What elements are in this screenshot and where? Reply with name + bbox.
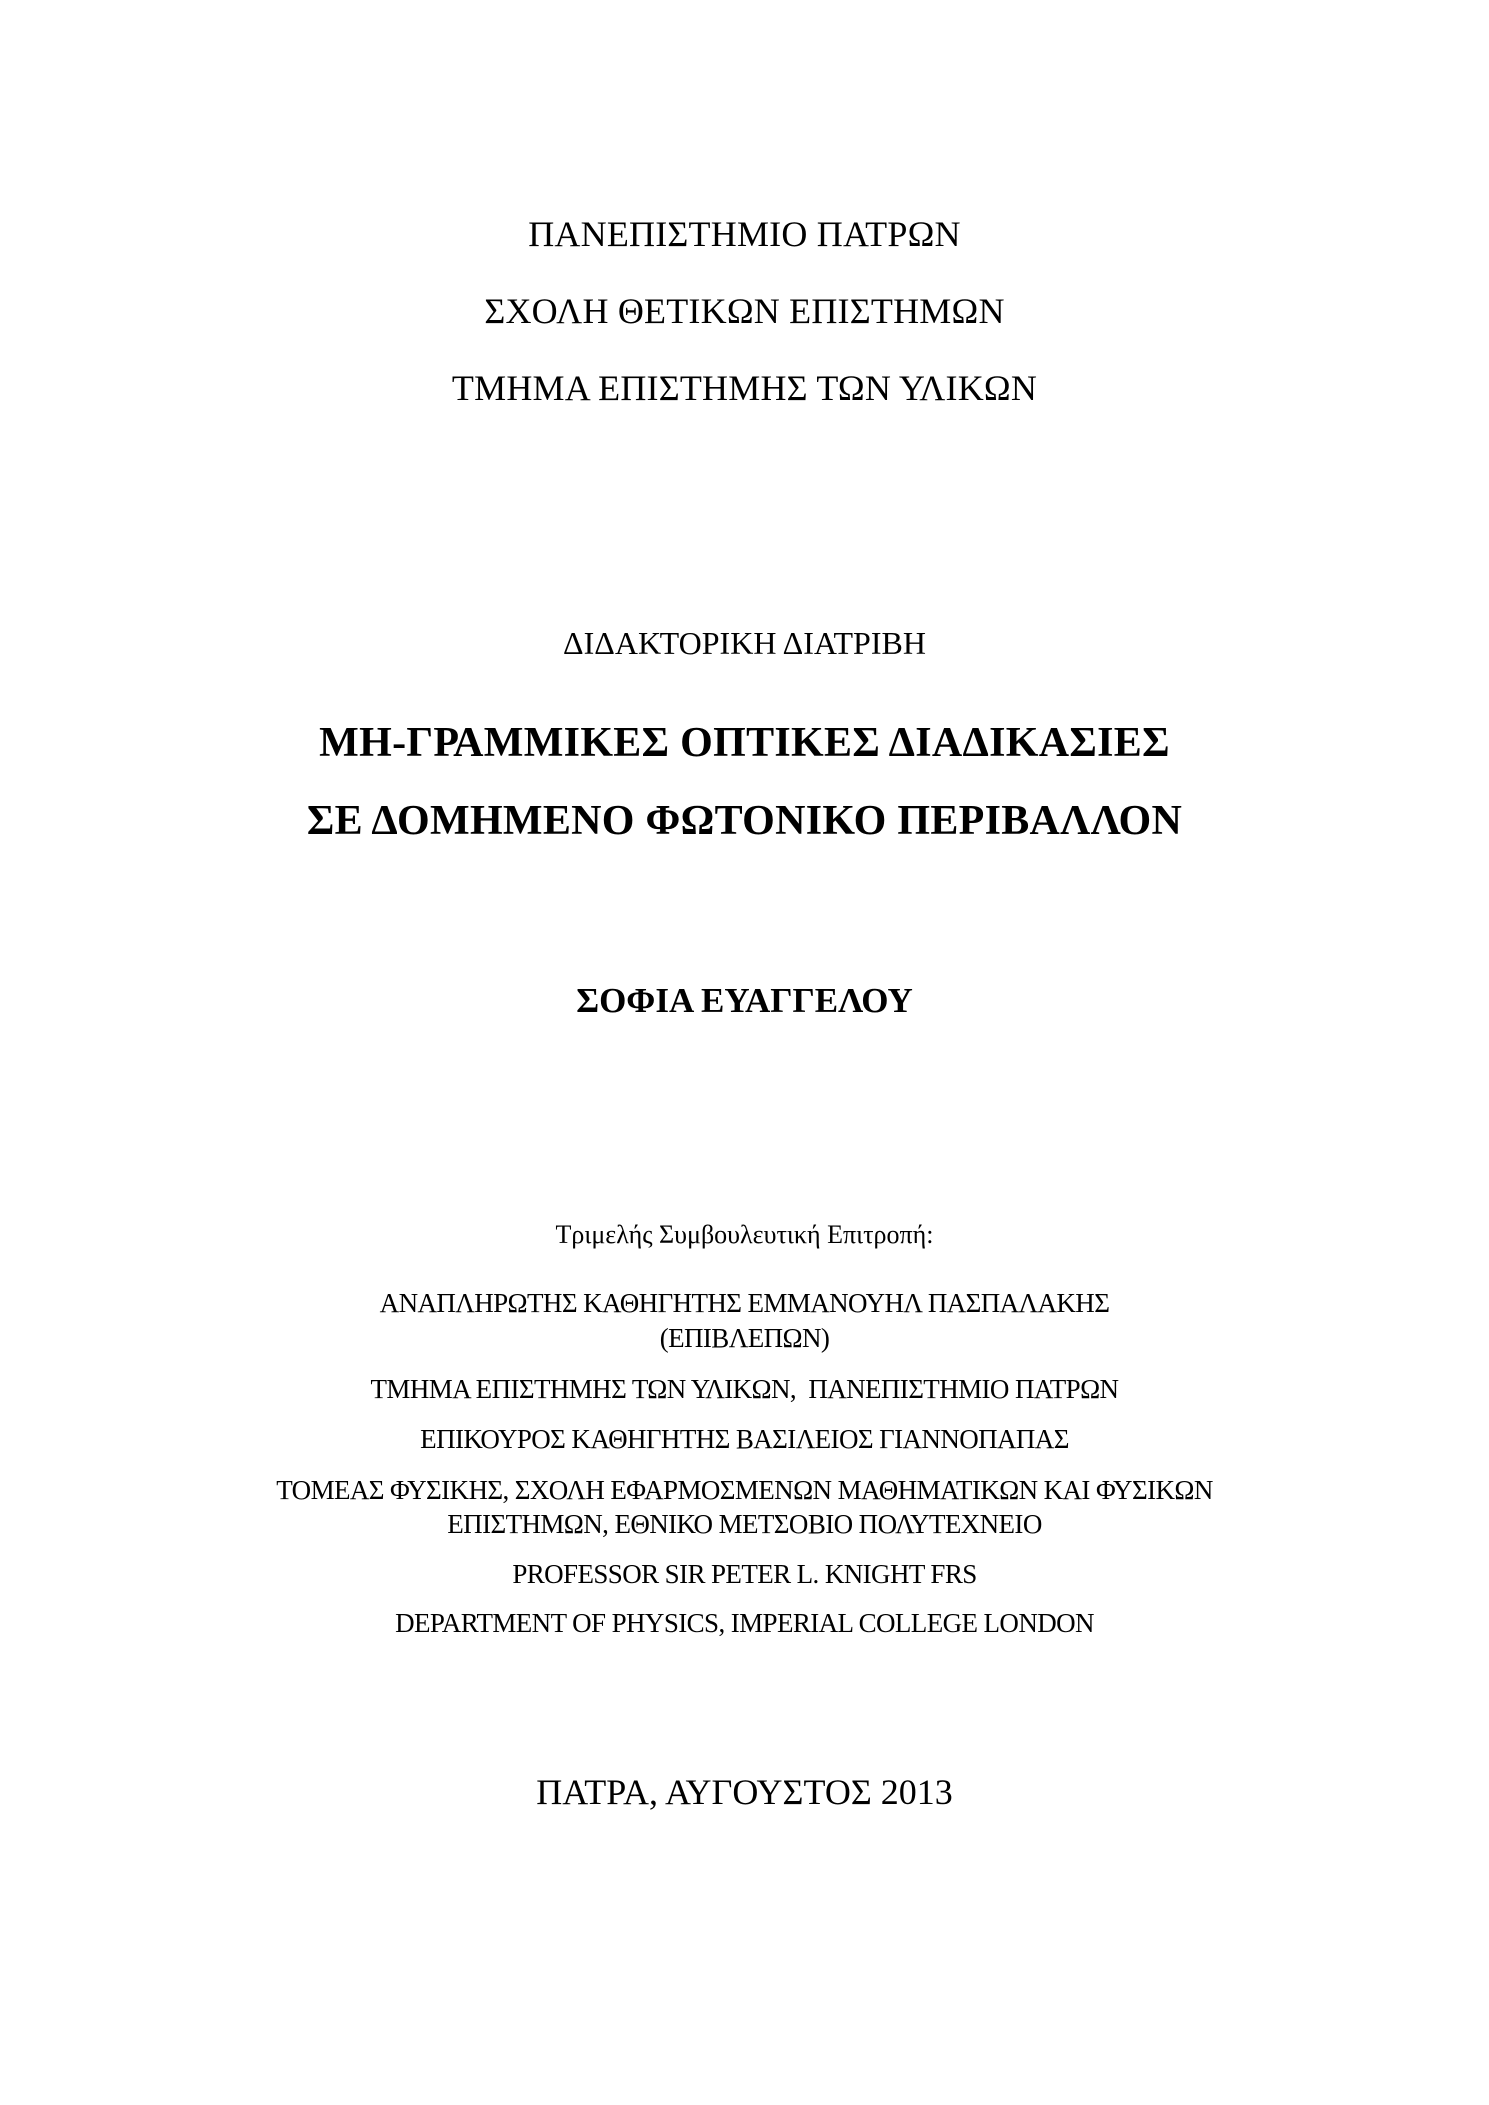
document-type: ΔΙΔΑΚΤΟΡΙΚΗ ΔΙΑΤΡΙΒΗ: [563, 625, 926, 661]
place-and-date: ΠΑΤΡΑ, ΑΥΓΟΥΣΤΟΣ 2013: [536, 1772, 953, 1812]
committee-member-2-affiliation-line-2: ΕΠΙΣΤΗΜΩΝ, ΕΘΝΙΚΟ ΜΕΤΣΟΒΙΟ ΠΟΛΥΤΕΧΝΕΙΟ: [447, 1509, 1042, 1539]
committee-heading: Τριμελής Συμβουλευτική Επιτροπή:: [555, 1220, 934, 1249]
school-name: ΣΧΟΛΗ ΘΕΤΙΚΩΝ ΕΠΙΣΤΗΜΩΝ: [484, 291, 1005, 331]
committee-member-3-affiliation: DEPARTMENT OF PHYSICS, IMPERIAL COLLEGE LONDON: [395, 1608, 1094, 1638]
thesis-title-line-2: ΣΕ ΔΟΜΗΜΕΝΟ ΦΩΤΟΝΙΚΟ ΠΕΡΙΒΑΛΛΟΝ: [306, 798, 1183, 844]
committee-member-2: ΕΠΙΚΟΥΡΟΣ ΚΑΘΗΓΗΤΗΣ ΒΑΣΙΛΕΙΟΣ ΓΙΑΝΝΟΠΑΠΑΣ: [420, 1424, 1069, 1454]
thesis-title-line-1: ΜΗ-ΓΡΑΜΜΙΚΕΣ ΟΠΤΙΚΕΣ ΔΙΑΔΙΚΑΣΙΕΣ: [319, 720, 1170, 766]
committee-member-1-affiliation: ΤΜΗΜΑ ΕΠΙΣΤΗΜΗΣ ΤΩΝ ΥΛΙΚΩΝ, ΠΑΝΕΠΙΣΤΗΜΙΟ ΠΑΤΡΩΝ: [370, 1374, 1119, 1404]
university-name: ΠΑΝΕΠΙΣΤΗΜΙΟ ΠΑΤΡΩΝ: [528, 214, 961, 254]
committee-member-1: ΑΝΑΠΛΗΡΩΤΗΣ ΚΑΘΗΓΗΤΗΣ ΕΜΜΑΝΟΥΗΛ ΠΑΣΠΑΛΑΚΗΣ: [379, 1288, 1110, 1318]
committee-member-1-role: (ΕΠΙΒΛΕΠΩΝ): [659, 1323, 830, 1353]
department-name: ΤΜΗΜΑ ΕΠΙΣΤΗΜΗΣ ΤΩΝ ΥΛΙΚΩΝ: [451, 368, 1038, 408]
committee-member-3: PROFESSOR SIR PETER L. KNIGHT FRS: [512, 1559, 977, 1589]
author-name: ΣΟΦΙΑ ΕΥΑΓΓΕΛΟΥ: [576, 981, 913, 1020]
committee-member-2-affiliation-line-1: ΤΟΜΕΑΣ ΦΥΣΙΚΗΣ, ΣΧΟΛΗ ΕΦΑΡΜΟΣΜΕΝΩΝ ΜΑΘΗΜΑΤΙΚΩΝ ΚΑΙ ΦΥΣΙΚΩΝ: [276, 1475, 1213, 1505]
